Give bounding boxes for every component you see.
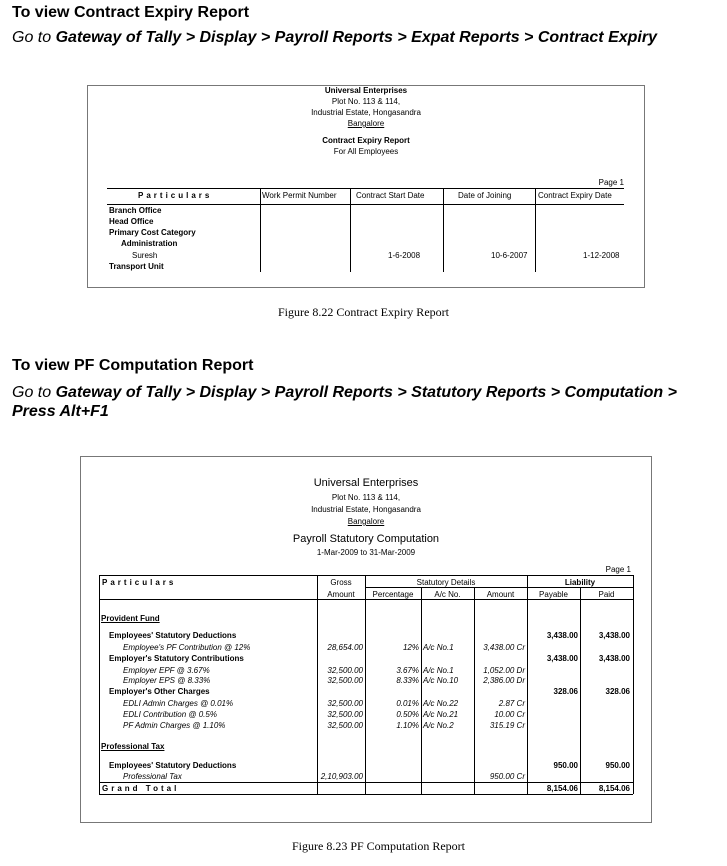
payable: 950.00 [553, 761, 578, 770]
acno: A/c No.2 [423, 721, 454, 730]
row-branch-office: Branch Office [109, 206, 162, 215]
col-particulars: Particulars [138, 191, 213, 200]
head-particulars: Particulars [102, 578, 177, 587]
acno: A/c No.1 [423, 643, 454, 652]
row-primary-cost: Primary Cost Category [109, 228, 196, 237]
report-subtitle: For All Employees [333, 147, 399, 156]
acno: A/c No.21 [423, 710, 459, 719]
address-line2: Industrial Estate, Hongasandra [311, 108, 421, 117]
sub-amount: Amount [486, 590, 515, 599]
suresh-expiry: 1-12-2008 [583, 251, 620, 260]
sub-percentage: Percentage [372, 590, 414, 599]
grand-total-paid: 8,154.06 [598, 784, 630, 793]
pct: 3.67% [396, 666, 419, 675]
gross: 2,10,903.00 [320, 772, 363, 781]
section2-heading: To view PF Computation Report [12, 357, 254, 374]
row-transport-unit: Transport Unit [109, 262, 164, 271]
company-name: Universal Enterprises [324, 86, 408, 95]
row-pt-employees-deductions: Employees' Statutory Deductions [109, 761, 237, 770]
acno: A/c No.1 [423, 666, 454, 675]
payable: 3,438.00 [546, 631, 578, 640]
row-employer-contributions: Employer's Statutory Contributions [109, 654, 244, 663]
paid: 3,438.00 [598, 654, 630, 663]
pct: 8.33% [396, 676, 419, 685]
acno: A/c No.10 [423, 676, 459, 685]
suresh-start: 1-6-2008 [388, 251, 421, 260]
sub-paid: Paid [598, 590, 615, 599]
report-title: Payroll Statutory Computation [292, 533, 440, 545]
city: Bangalore [347, 517, 385, 526]
row-head-office: Head Office [109, 217, 154, 226]
head-gross: Gross [330, 578, 352, 587]
grand-total-payable: 8,154.06 [546, 784, 578, 793]
head-liability: Liability [564, 578, 596, 587]
goto-prefix: Go to [12, 384, 52, 401]
paid: 3,438.00 [598, 631, 630, 640]
pct: 12% [402, 643, 419, 652]
gross: 32,500.00 [327, 710, 363, 719]
paid: 950.00 [605, 761, 630, 770]
gross: 28,654.00 [327, 643, 363, 652]
pct: 0.50% [396, 710, 419, 719]
row-pt-item: Professional Tax [123, 772, 182, 781]
pct: 1.10% [396, 721, 419, 730]
row-pf-admin: PF Admin Charges @ 1.10% [123, 721, 226, 730]
acno: A/c No.22 [423, 699, 459, 708]
figure-caption-2: Figure 8.23 PF Computation Report [291, 839, 465, 853]
section2-goto [12, 383, 677, 402]
row-administration: Administration [121, 239, 178, 248]
goto-prefix: Go to [12, 29, 52, 46]
row-edli-contribution: EDLI Contribution @ 0.5% [123, 710, 217, 719]
grand-total-label: Grand Total [102, 784, 180, 793]
row-employer-eps: Employer EPS @ 8.33% [123, 676, 211, 685]
paid: 328.06 [605, 687, 630, 696]
sub-payable: Payable [539, 590, 568, 599]
col-contract-start: Contract Start Date [356, 191, 425, 200]
payable: 328.06 [553, 687, 578, 696]
amount: 2.87 Cr [498, 699, 525, 708]
pct: 0.01% [396, 699, 419, 708]
address-line1: Plot No. 113 & 114, [331, 97, 401, 106]
page-number: Page 1 [598, 178, 624, 187]
head-statutory-details: Statutory Details [416, 578, 476, 587]
address-line1: Plot No. 113 & 114, [331, 493, 401, 502]
col-work-permit: Work Permit Number [262, 191, 337, 200]
figure-caption-1: Figure 8.22 Contract Expiry Report [278, 305, 449, 319]
row-employer-other: Employer's Other Charges [109, 687, 210, 696]
section1-goto [12, 28, 657, 47]
row-employees-deductions: Employees' Statutory Deductions [109, 631, 237, 640]
city: Bangalore [347, 119, 385, 128]
amount: 315.19 Cr [489, 721, 525, 730]
gross: 32,500.00 [327, 699, 363, 708]
row-edli-admin: EDLI Admin Charges @ 0.01% [123, 699, 234, 708]
page-number: Page 1 [605, 565, 631, 574]
address-line2: Industrial Estate, Hongasandra [311, 505, 421, 514]
amount: 3,438.00 Cr [483, 643, 525, 652]
goto-path: Gateway of Tally > Display > Payroll Reports > Expat Reports > Contract Expiry [55, 29, 657, 46]
contract-expiry-report [87, 85, 645, 288]
col-contract-expiry: Contract Expiry Date [538, 191, 612, 200]
amount: 1,052.00 Dr [483, 666, 525, 675]
gross: 32,500.00 [327, 666, 363, 675]
amount: 950.00 Cr [489, 772, 525, 781]
goto-path-line2: Press Alt+F1 [12, 403, 109, 420]
goto-path: Gateway of Tally > Display > Payroll Reports > Statutory Reports > Computation > [55, 384, 677, 401]
gross: 32,500.00 [327, 721, 363, 730]
gross: 32,500.00 [327, 676, 363, 685]
payable: 3,438.00 [546, 654, 578, 663]
section1-heading: To view Contract Expiry Report [12, 4, 250, 21]
report-period: 1-Mar-2009 to 31-Mar-2009 [316, 548, 416, 557]
row-suresh: Suresh [132, 251, 158, 260]
amount: 2,386.00 Dr [483, 676, 525, 685]
row-professional-tax: Professional Tax [101, 742, 165, 751]
row-provident-fund: Provident Fund [101, 614, 160, 623]
report-title: Contract Expiry Report [322, 136, 410, 145]
col-date-joining: Date of Joining [458, 191, 512, 200]
row-employer-epf: Employer EPF @ 3.67% [123, 666, 210, 675]
row-employee-pf: Employee's PF Contribution @ 12% [123, 643, 251, 652]
section2-goto-line2 [12, 402, 109, 421]
sub-gross-amount: Amount [327, 590, 355, 599]
company-name: Universal Enterprises [313, 477, 419, 489]
amount: 10.00 Cr [494, 710, 525, 719]
suresh-joining: 10-6-2007 [491, 251, 528, 260]
sub-acno: A/c No. [434, 590, 461, 599]
pf-computation-report [80, 456, 652, 823]
